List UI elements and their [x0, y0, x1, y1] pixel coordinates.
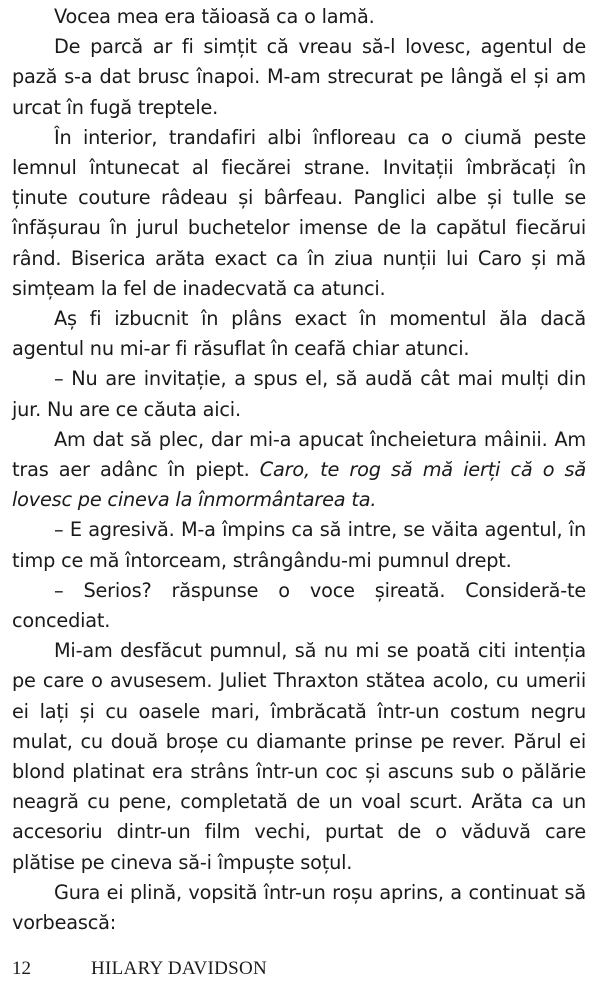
paragraph-text: Aș fi izbucnit în plâns exact în momentul ăla dacă agentul nu mi-ar fi răsuflat în ceafă chiar atunci.: [12, 307, 586, 361]
paragraph-text: În interior, trandafiri albi înfloreau ca o ciumă peste lemnul întunecat al fiecărei strane. Invitații îmbrăcați în ținute couture râdeau și bârfeau. Panglici albe și tulle se înfășurau în jurul buchetelor imense de la capătul fiecărui rând. Biserica arăta exact ca în ziua nunții lui Caro și mă simțeam la fel de inadecvată ca atunci.: [12, 125, 586, 300]
paragraph: [12, 364, 586, 424]
paragraph: [12, 32, 586, 123]
paragraph: [12, 576, 586, 636]
paragraph: [12, 636, 586, 878]
paragraph-text: Am dat să plec, dar mi-a apucat încheietura mâinii. Am tras aer adânc în piept.: [12, 427, 586, 482]
paragraph-text: Mi-am desfăcut pumnul, să nu mi se poată citi intenția pe care o avusesem. Juliet Thraxton stătea acolo, cu umerii ei lați și cu oasele mari, îmbrăcată într-un costum negru mulat, cu două broșe cu diamante prinse pe rever. Părul ei blond platinat era strâns într-un coc și ascuns sub o pălărie neagră cu pene, completată de un voal scurt. Arăta ca un accesoriu dintr-un film vechi, purtat de o văduvă care plătise pe cineva să-i împuște soțul.: [12, 639, 586, 874]
page-body: [12, 2, 586, 938]
page-footer: [12, 958, 267, 980]
paragraph-text: Vocea mea era tăioasă ca o lamă.: [54, 5, 375, 28]
paragraph-text: – Serios? răspunse o voce șireată. Consideră-te concediat.: [12, 578, 586, 633]
paragraph: [12, 304, 586, 364]
paragraph: [12, 425, 586, 516]
italic-thought: Caro, te rog să mă ierți că o să lovesc pe cineva la înmormântarea ta.: [12, 458, 586, 512]
paragraph-text: – Nu are invitație, a spus el, să audă cât mai mulți din jur. Nu are ce căuta aici.: [12, 367, 586, 421]
paragraph: [12, 515, 586, 575]
page-number: 12: [12, 958, 31, 979]
paragraph-text: Gura ei plină, vopsită într-un roșu aprins, a continuat să vorbească:: [12, 880, 586, 935]
paragraph: [12, 2, 586, 32]
running-header-author: HILARY DAVIDSON: [91, 958, 268, 979]
paragraph: [12, 123, 586, 304]
paragraph: [12, 878, 586, 938]
paragraph-text: – E agresivă. M-a împins ca să intre, se văita agentul, în timp ce mă întorceam, strângându-mi pumnul drept.: [12, 518, 586, 572]
paragraph-text: De parcă ar fi simțit că vreau să-l lovesc, agentul de pază s-a dat brusc înapoi. M-am strecurat pe lângă el și am urcat în fugă treptele.: [12, 35, 586, 119]
